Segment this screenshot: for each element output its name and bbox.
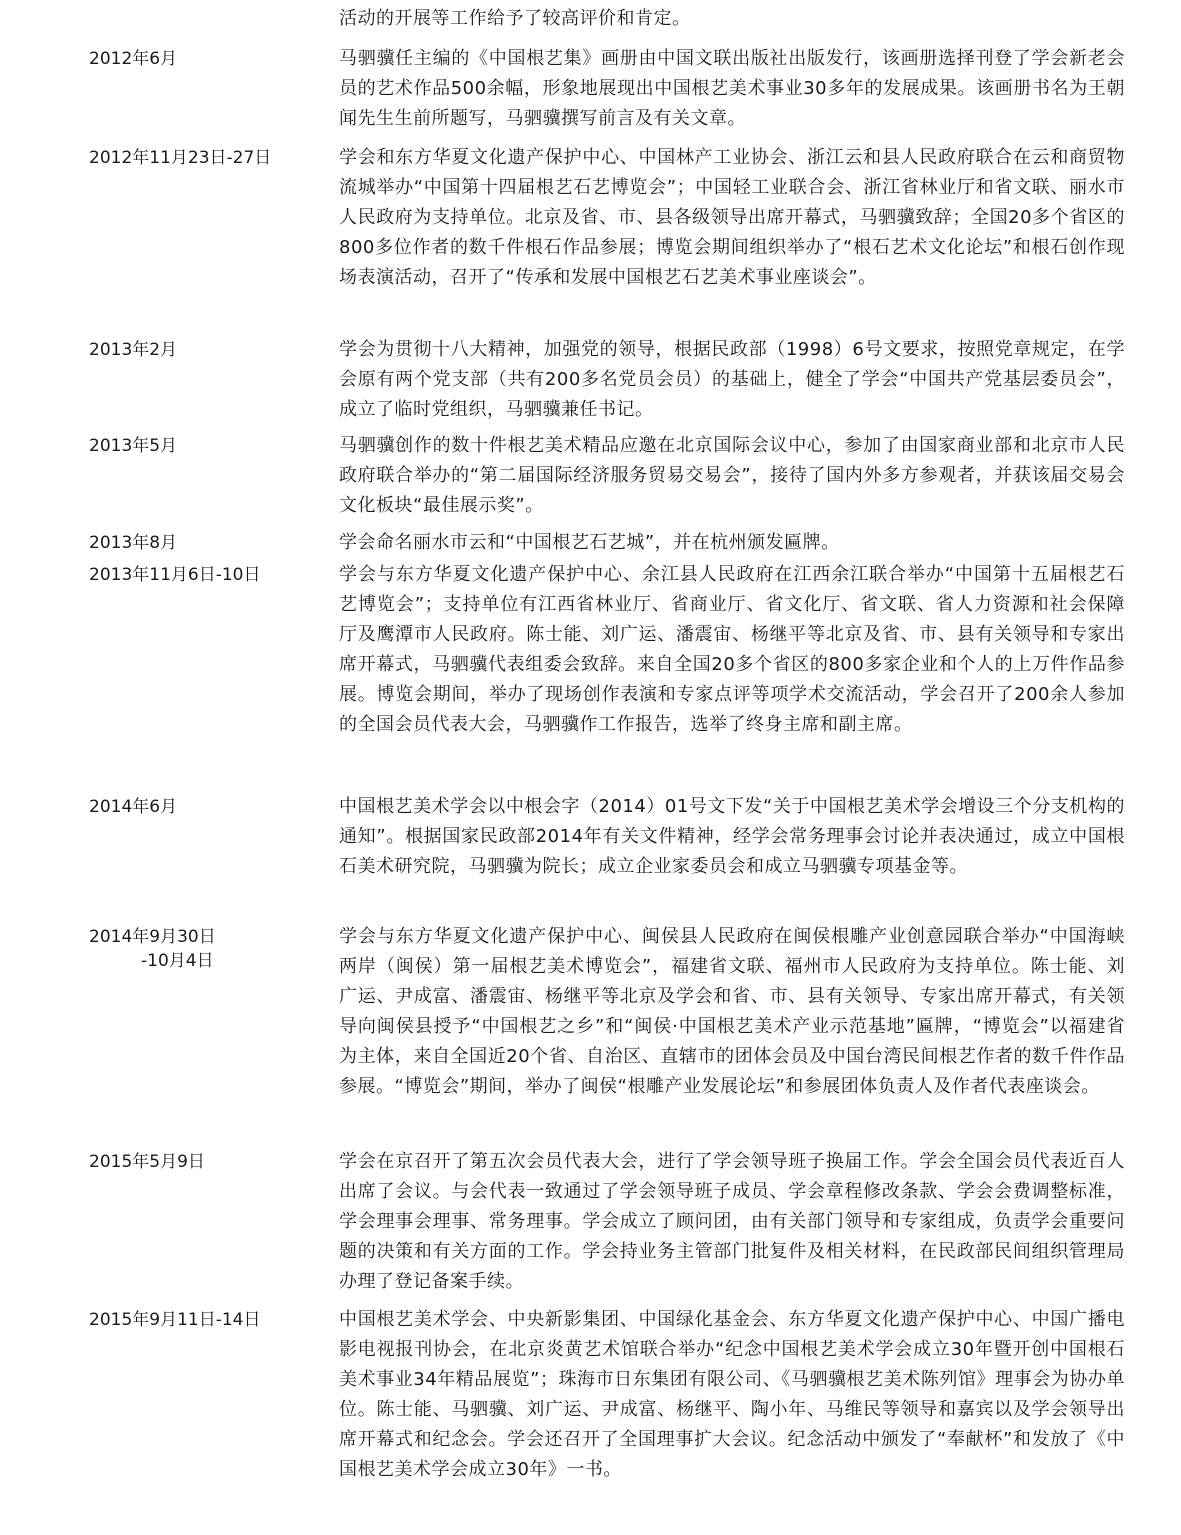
- entry-text: 中国根艺美术学会以中根会字（2014）01号文下发“关于中国根艺美术学会增设三个分支机构的通知”。根据国家民政部2014年有关文件精神，经学会常务理事会讨论并表决通过，成立中国根石美术研究院，马驷骥为院长；成立企业家委员会和成立马驷骥专项基金等。: [339, 796, 1125, 877]
- entry-date: 2013年8月: [89, 533, 178, 553]
- continuation-paragraph: 活动的开展等工作给予了较高评价和肯定。: [339, 8, 691, 29]
- entry-text: 学会和东方华夏文化遗产保护中心、中国林产工业协会、浙江云和县人民政府联合在云和商贸物流城举办“中国第十四届根艺石艺博览会”；中国轻工业联合会、浙江省林业厅和省文联、丽水市人民政府为支持单位。北京及省、市、县各级领导出席开幕式，马驷骥致辞；全国20多个省区的800多位作者的数千件根石作品参展；博览会期间组织举办了“根石艺术文化论坛”和根石创作现场表演活动，召开了“传承和发展中国根艺石艺美术事业座谈会”。: [339, 147, 1125, 288]
- entry-text: 马驷骥任主编的《中国根艺集》画册由中国文联出版社出版发行，该画册选择刊登了学会新老会员的艺术作品500余幅，形象地展现出中国根艺美术事业30多年的发展成果。该画册书名为王朝闻先生生前所题写，马驷骥撰写前言及有关文章。: [339, 48, 1125, 129]
- entry-date-line1: 2014年9月30日: [89, 927, 216, 947]
- entry-text: 学会与东方华夏文化遗产保护中心、闽侯县人民政府在闽侯根雕产业创意园联合举办“中国海峡两岸（闽侯）第一届根艺美术博览会”，福建省文联、福州市人民政府为支持单位。陈士能、刘广运、尹成富、潘震宙、杨继平等北京及学会和省、市、县有关领导、专家出席开幕式，有关领导向闽侯县授予“中国根艺之乡”和“闽侯·中国根艺美术产业示范基地”匾牌，“博览会”以福建省为主体，来自全国近20个省、自治区、直辖市的团体会员及中国台湾民间根艺作者的数千件作品参展。“博览会”期间，举办了闽侯“根雕产业发展论坛”和参展团体负责人及作者代表座谈会。: [339, 926, 1125, 1097]
- entry-date: 2015年9月11日-14日: [89, 1310, 261, 1330]
- entry-text: 学会与东方华夏文化遗产保护中心、余江县人民政府在江西余江联合举办“中国第十五届根艺石艺博览会”；支持单位有江西省林业厅、省商业厅、省文化厅、省文联、省人力资源和社会保障厅及鹰潭市人民政府。陈士能、刘广运、潘震宙、杨继平等北京及省、市、县有关领导和专家出席开幕式，马驷骥代表组委会致辞。来自全国20多个省区的800多家企业和个人的上万件作品参展。博览会期间，举办了现场创作表演和专家点评等项学术交流活动，学会召开了200余人参加的全国会员代表大会，马驷骥作工作报告，选举了终身主席和副主席。: [339, 564, 1125, 735]
- entry-text: 中国根艺美术学会、中央新影集团、中国绿化基金会、东方华夏文化遗产保护中心、中国广播电影电视报刊协会，在北京炎黄艺术馆联合举办“纪念中国根艺美术学会成立30年暨开创中国根石美术事业34年精品展览”；珠海市日东集团有限公司、《马驷骥根艺美术陈列馆》理事会为协办单位。陈士能、马驷骥、刘广运、尹成富、杨继平、陶小年、马维民等领导和嘉宾以及学会领导出席开幕式和纪念会。学会还召开了全国理事扩大会议。纪念活动中颁发了“奉献杯”和发放了《中国根艺美术学会成立30年》一书。: [339, 1309, 1125, 1480]
- entry-date: [89, 925, 329, 973]
- entry-date: 2012年11月23日-27日: [89, 148, 272, 168]
- entry-date: 2013年5月: [89, 436, 178, 456]
- entry-date: 2013年2月: [89, 340, 178, 360]
- entry-text: 马驷骥创作的数十件根艺美术精品应邀在北京国际会议中心，参加了由国家商业部和北京市人民政府联合举办的“第二届国际经济服务贸易交易会”，接待了国内外多方参观者，并获该届交易会文化板块“最佳展示奖”。: [339, 435, 1125, 516]
- entry-date: 2015年5月9日: [89, 1152, 205, 1172]
- entry-date: 2013年11月6日-10日: [89, 565, 261, 585]
- entry-text: 学会命名丽水市云和“中国根艺石艺城”，并在杭州颁发匾牌。: [339, 532, 840, 553]
- entry-date-line2: -10月4日: [141, 951, 214, 971]
- entry-date: 2014年6月: [89, 797, 178, 817]
- entry-text: 学会为贯彻十八大精神，加强党的领导，根据民政部（1998）6号文要求，按照党章规定，在学会原有两个党支部（共有200多名党员会员）的基础上，健全了学会“中国共产党基层委员会”，成立了临时党组织，马驷骥兼任书记。: [339, 339, 1125, 420]
- entry-date: 2012年6月: [89, 49, 178, 69]
- entry-text: 学会在京召开了第五次会员代表大会，进行了学会领导班子换届工作。学会全国会员代表近百人出席了会议。与会代表一致通过了学会领导班子成员、学会章程修改条款、学会会费调整标准，学会理事会理事、常务理事。学会成立了顾问团，由有关部门领导和专家组成，负责学会重要问题的决策和有关方面的工作。学会持业务主管部门批复件及相关材料，在民政部民间组织管理局办理了登记备案手续。: [339, 1151, 1125, 1292]
